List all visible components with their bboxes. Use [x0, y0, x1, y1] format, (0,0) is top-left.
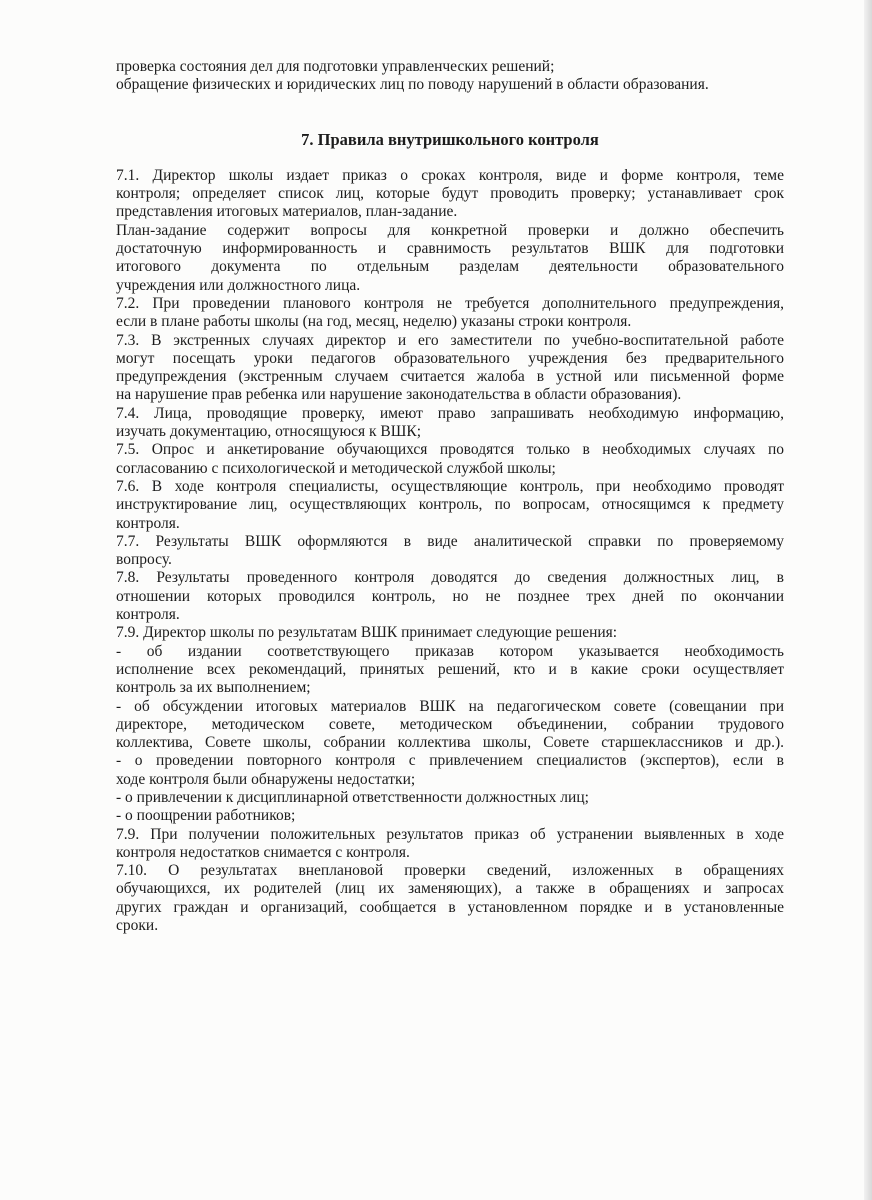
list-item-line: - об обсуждении итоговых материалов ВШК на педагогическом совете (совещании при	[116, 697, 784, 715]
paragraph-line: отношении которых проводился контроль, но не позднее трех дней по окончании	[116, 587, 784, 605]
paragraph-line: контроля; определяет список лиц, которые будут проводить проверку; устанавливает срок	[116, 185, 784, 203]
paragraph-line: представления итоговых материалов, план-задание.	[116, 203, 458, 221]
paragraph-line: 7.1. Директор школы издает приказ о сроках контроля, виде и форме контроля, теме	[116, 166, 784, 184]
page-edge-shadow	[864, 0, 872, 1200]
list-item-line: - о проведении повторного контроля с привлечением специалистов (экспертов), если в	[116, 752, 784, 770]
document-body	[116, 58, 784, 935]
paragraph-line: контроля недостатков снимается с контроля.	[116, 843, 410, 861]
paragraph-line: План-задание содержит вопросы для конкретной проверки и должно обеспечить	[116, 221, 784, 239]
paragraph-line: 7.3. В экстренных случаях директор и его заместители по учебно-воспитательной работе	[116, 331, 784, 349]
paragraph-line: 7.2. При проведении планового контроля не требуется дополнительного предупреждения,	[116, 294, 784, 312]
paragraph-line: достаточную информированность и сравнимость результатов ВШК для подготовки	[116, 240, 784, 258]
paragraph-line: 7.9. Директор школы по результатам ВШК принимает следующие решения:	[116, 624, 618, 642]
section-title: 7. Правила внутришкольного контроля	[301, 129, 599, 149]
paragraph-line: учреждения или должностного лица.	[116, 276, 361, 294]
intro-line: обращение физических и юридических лиц по поводу нарушений в области образования.	[116, 76, 709, 94]
paragraph-line: вопросу.	[116, 551, 172, 569]
paragraph-line: контроля.	[116, 514, 180, 532]
list-item-line: - о поощрении работников;	[116, 807, 296, 825]
paragraph-line: 7.7. Результаты ВШК оформляются в виде аналитической справки по проверяемому	[116, 532, 784, 550]
paragraph-line: итогового документа по отдельным разделам деятельности образовательного	[116, 258, 784, 276]
paragraph-line: инструктирование лиц, осуществляющих контроль, по вопросам, относящимся к предмету	[116, 496, 784, 514]
paragraph-line: сроки.	[116, 917, 159, 935]
paragraph-line: изучать документацию, относящуюся к ВШК;	[116, 423, 422, 441]
paragraph-line: 7.5. Опрос и анкетирование обучающихся проводятся только в необходимых случаях по	[116, 441, 784, 459]
paragraph-line: исполнение всех рекомендаций, принятых решений, кто и в какие сроки осуществляет	[116, 660, 784, 678]
list-item-line: ходе контроля были обнаружены недостатки;	[116, 770, 416, 788]
paragraph-line: если в плане работы школы (на год, месяц, неделю) указаны строки контроля.	[116, 313, 632, 331]
paragraph-line: 7.8. Результаты проведенного контроля доводятся до сведения должностных лиц, в	[116, 569, 784, 587]
paragraph-line: контроль за их выполнением;	[116, 679, 311, 697]
paragraph-line: - об издании соответствующего приказав котором указывается необходимость	[116, 642, 784, 660]
paragraph-line: других граждан и организаций, сообщается в установленном порядке и в установленные	[116, 898, 784, 916]
paragraph-line: контроля.	[116, 606, 180, 624]
paragraph-line: на нарушение прав ребенка или нарушение законодательства в области образования).	[116, 386, 682, 404]
paragraph-line: согласованию с психологической и методической службой школы;	[116, 459, 556, 477]
paragraph-line: 7.4. Лица, проводящие проверку, имеют право запрашивать необходимую информацию,	[116, 404, 784, 422]
paragraph-line: обучающихся, их родителей (лиц их заменяющих), а также в обращениях и запросах	[116, 880, 784, 898]
paragraph-line: 7.6. В ходе контроля специалисты, осуществляющие контроль, при необходимо проводят	[116, 477, 784, 495]
paragraph-line: предупреждения (экстренным случаем считается жалоба в устной или письменной форме	[116, 368, 784, 386]
intro-line: проверка состояния дел для подготовки управленческих решений;	[116, 58, 555, 75]
list-item-line: коллектива, Совете школы, собрании коллектива школы, Совете старшеклассников и др.).	[116, 734, 784, 752]
paragraph-line: 7.10. О результатах внеплановой проверки сведений, изложенных в обращениях	[116, 862, 784, 880]
paragraph-line: 7.9. При получении положительных результатов приказ об устранении выявленных в ходе	[116, 825, 784, 843]
list-item-line: директоре, методическом совете, методическом объединении, собрании трудового	[116, 715, 784, 733]
paragraph-line: могут посещать уроки педагогов образовательного учреждения без предварительного	[116, 349, 784, 367]
list-item-line: - о привлечении к дисциплинарной ответственности должностных лиц;	[116, 788, 589, 806]
